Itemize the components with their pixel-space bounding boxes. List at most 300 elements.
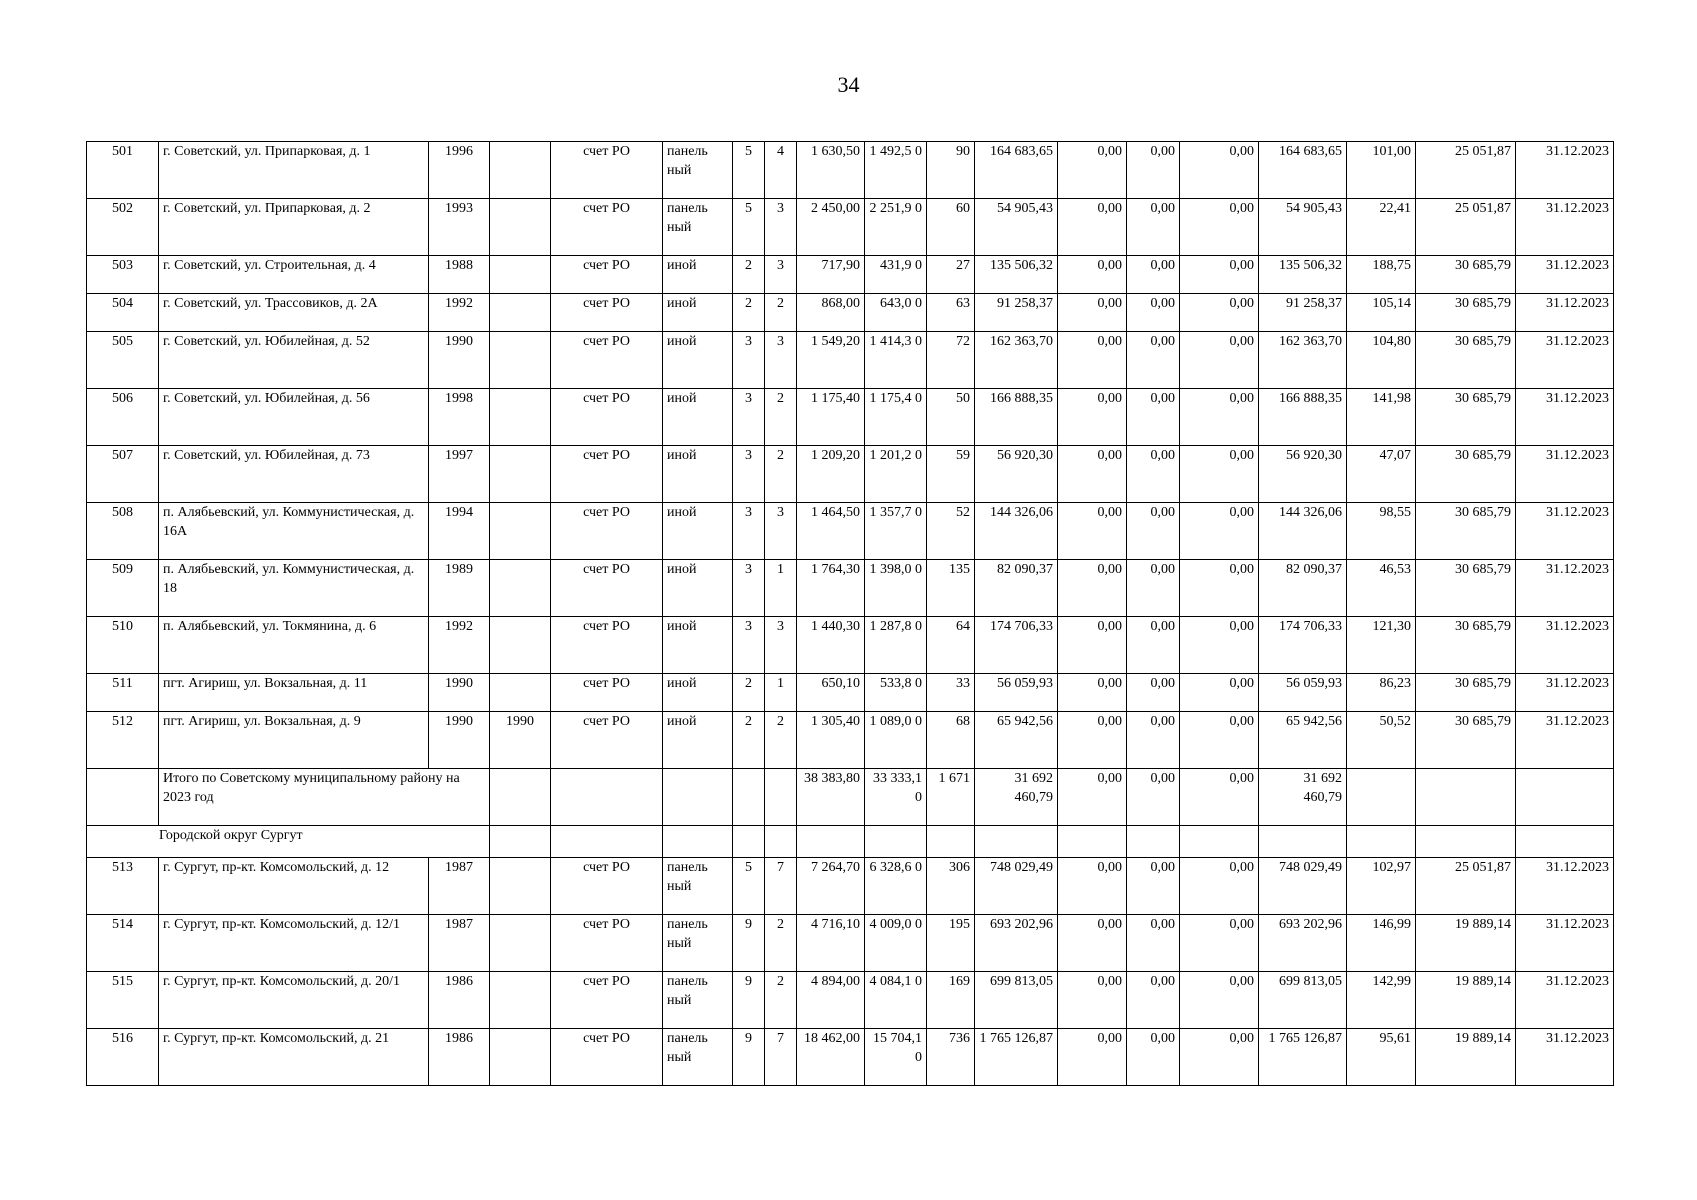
cell-residents: 33: [927, 674, 975, 712]
cell-year-reconstr: [490, 674, 551, 712]
total-f2: 0,00: [1127, 769, 1180, 826]
cell-entrances: 4: [765, 142, 797, 199]
cell-cost: 91 258,37: [975, 294, 1058, 332]
cell-no: 502: [87, 199, 159, 256]
cell-addr: пгт. Агириш, ул. Вокзальная, д. 11: [159, 674, 429, 712]
cell-f1: 0,00: [1058, 503, 1127, 560]
cell-area-total: 1 209,20: [797, 446, 865, 503]
cell-f2: 0,00: [1127, 389, 1180, 446]
cell-limit: 19 889,14: [1416, 972, 1516, 1029]
cell-method: счет РО: [551, 142, 663, 199]
cell-cost: 174 706,33: [975, 617, 1058, 674]
cell-residents: 52: [927, 503, 975, 560]
cell-limit: 30 685,79: [1416, 332, 1516, 389]
cell-limit: 25 051,87: [1416, 142, 1516, 199]
cell-entrances: 2: [765, 294, 797, 332]
cell-floors: 9: [733, 915, 765, 972]
cell-method: счет РО: [551, 560, 663, 617]
cell-method: счет РО: [551, 389, 663, 446]
cell-f3: 0,00: [1180, 199, 1259, 256]
cell-year-reconstr: [490, 446, 551, 503]
cell-year-built: 1997: [429, 446, 490, 503]
cell-year-built: 1990: [429, 674, 490, 712]
cell-entrances: 1: [765, 674, 797, 712]
cell-deadline: 31.12.2023: [1516, 560, 1614, 617]
cell-year-built: 1996: [429, 142, 490, 199]
cell-addr: г. Советский, ул. Юбилейная, д. 73: [159, 446, 429, 503]
cell-no: 501: [87, 142, 159, 199]
cell-f3: 0,00: [1180, 972, 1259, 1029]
cell-area-total: 1 764,30: [797, 560, 865, 617]
cell-wall: иной: [663, 617, 733, 674]
cell-year-reconstr: 1990: [490, 712, 551, 769]
cell-entrances: 3: [765, 199, 797, 256]
cell-cost: 54 905,43: [975, 199, 1058, 256]
cell-f1: 0,00: [1058, 142, 1127, 199]
cell-limit: 30 685,79: [1416, 712, 1516, 769]
cell-f3: 0,00: [1180, 256, 1259, 294]
cell-f1: 0,00: [1058, 199, 1127, 256]
cell-method: счет РО: [551, 503, 663, 560]
cell-area-living: 643,0 0: [865, 294, 927, 332]
cell-no: 503: [87, 256, 159, 294]
cell-method: счет РО: [551, 712, 663, 769]
cell-area-total: 1 305,40: [797, 712, 865, 769]
cell-limit: 25 051,87: [1416, 199, 1516, 256]
table-row: [87, 972, 1614, 1029]
cell-no: 516: [87, 1029, 159, 1086]
cell-addr: г. Советский, ул. Юбилейная, д. 56: [159, 389, 429, 446]
cell-area-living: 533,8 0: [865, 674, 927, 712]
cell-year-built: 1990: [429, 712, 490, 769]
cell-addr: г. Советский, ул. Припарковая, д. 2: [159, 199, 429, 256]
cell-limit: 30 685,79: [1416, 674, 1516, 712]
cell-residents: 736: [927, 1029, 975, 1086]
cell-year-built: 1986: [429, 1029, 490, 1086]
cell-f4: 91 258,37: [1259, 294, 1347, 332]
cell-wall: иной: [663, 446, 733, 503]
cell-wall: панель ный: [663, 199, 733, 256]
total-label: Итого по Советскому муниципальному району на 2023 год: [159, 769, 490, 826]
cell-f3: 0,00: [1180, 503, 1259, 560]
cell-f3: 0,00: [1180, 858, 1259, 915]
cell-floors: 3: [733, 560, 765, 617]
cell-f1: 0,00: [1058, 972, 1127, 1029]
cell-f2: 0,00: [1127, 915, 1180, 972]
cell-floors: 5: [733, 142, 765, 199]
cell-f1: 0,00: [1058, 256, 1127, 294]
total-row: [87, 769, 1614, 826]
cell-f4: 174 706,33: [1259, 617, 1347, 674]
cell-area-living: 4 009,0 0: [865, 915, 927, 972]
cell-f2: 0,00: [1127, 858, 1180, 915]
cell-no: 506: [87, 389, 159, 446]
cell-f1: 0,00: [1058, 560, 1127, 617]
cell-year-reconstr: [490, 332, 551, 389]
cell-wall: иной: [663, 560, 733, 617]
cell-deadline: 31.12.2023: [1516, 389, 1614, 446]
cell-f2: 0,00: [1127, 674, 1180, 712]
cell-f4: 166 888,35: [1259, 389, 1347, 446]
cell-f4: 54 905,43: [1259, 199, 1347, 256]
cell-f3: 0,00: [1180, 674, 1259, 712]
total-area-living: 33 333,1 0: [865, 769, 927, 826]
cell-wall: панель ный: [663, 142, 733, 199]
table-row: [87, 617, 1614, 674]
cell-f3: 0,00: [1180, 332, 1259, 389]
cell-area-living: 15 704,1 0: [865, 1029, 927, 1086]
cell-year-reconstr: [490, 142, 551, 199]
cell-unit-cost: 102,97: [1347, 858, 1416, 915]
cell-area-living: 4 084,1 0: [865, 972, 927, 1029]
cell-f2: 0,00: [1127, 972, 1180, 1029]
cell-year-built: 1988: [429, 256, 490, 294]
cell-unit-cost: 86,23: [1347, 674, 1416, 712]
cell-method: счет РО: [551, 199, 663, 256]
cell-year-reconstr: [490, 199, 551, 256]
cell-year-reconstr: [490, 294, 551, 332]
cell-residents: 60: [927, 199, 975, 256]
cell-residents: 64: [927, 617, 975, 674]
cell-unit-cost: 121,30: [1347, 617, 1416, 674]
cell-area-living: 1 089,0 0: [865, 712, 927, 769]
cell-f3: 0,00: [1180, 294, 1259, 332]
cell-year-reconstr: [490, 617, 551, 674]
cell-year-built: 1992: [429, 294, 490, 332]
cell-area-total: 868,00: [797, 294, 865, 332]
cell-f3: 0,00: [1180, 142, 1259, 199]
cell-f2: 0,00: [1127, 560, 1180, 617]
cell-cost: 164 683,65: [975, 142, 1058, 199]
cell-deadline: 31.12.2023: [1516, 446, 1614, 503]
cell-f2: 0,00: [1127, 142, 1180, 199]
cell-year-reconstr: [490, 503, 551, 560]
cell-f1: 0,00: [1058, 674, 1127, 712]
cell-year-built: 1998: [429, 389, 490, 446]
table-row: [87, 1029, 1614, 1086]
cell-f2: 0,00: [1127, 294, 1180, 332]
table-row: [87, 560, 1614, 617]
cell-cost: 65 942,56: [975, 712, 1058, 769]
cell-method: счет РО: [551, 294, 663, 332]
cell-f4: 82 090,37: [1259, 560, 1347, 617]
cell-floors: 3: [733, 617, 765, 674]
cell-f2: 0,00: [1127, 199, 1180, 256]
cell-f4: 56 920,30: [1259, 446, 1347, 503]
cell-residents: 195: [927, 915, 975, 972]
cell-entrances: 3: [765, 617, 797, 674]
cell-unit-cost: 46,53: [1347, 560, 1416, 617]
cell-f1: 0,00: [1058, 389, 1127, 446]
table-row: [87, 446, 1614, 503]
cell-f4: 164 683,65: [1259, 142, 1347, 199]
cell-method: счет РО: [551, 332, 663, 389]
cell-area-total: 7 264,70: [797, 858, 865, 915]
cell-f3: 0,00: [1180, 560, 1259, 617]
page-number: 34: [837, 72, 860, 97]
cell-deadline: 31.12.2023: [1516, 332, 1614, 389]
cell-addr: г. Советский, ул. Трассовиков, д. 2А: [159, 294, 429, 332]
cell-limit: 30 685,79: [1416, 256, 1516, 294]
cell-no: 510: [87, 617, 159, 674]
cell-floors: 3: [733, 332, 765, 389]
cell-year-reconstr: [490, 1029, 551, 1086]
cell-f1: 0,00: [1058, 294, 1127, 332]
cell-limit: 30 685,79: [1416, 389, 1516, 446]
cell-wall: иной: [663, 332, 733, 389]
cell-year-built: 1989: [429, 560, 490, 617]
cell-f2: 0,00: [1127, 446, 1180, 503]
cell-addr: г. Советский, ул. Припарковая, д. 1: [159, 142, 429, 199]
cell-no: 515: [87, 972, 159, 1029]
table-row: [87, 858, 1614, 915]
table-row: [87, 915, 1614, 972]
total-f4: 31 692 460,79: [1259, 769, 1347, 826]
cell-year-reconstr: [490, 389, 551, 446]
cell-cost: 166 888,35: [975, 389, 1058, 446]
cell-area-total: 1 630,50: [797, 142, 865, 199]
cell-year-built: 1987: [429, 858, 490, 915]
cell-floors: 5: [733, 858, 765, 915]
cell-deadline: 31.12.2023: [1516, 712, 1614, 769]
cell-f3: 0,00: [1180, 446, 1259, 503]
cell-method: счет РО: [551, 1029, 663, 1086]
cell-no: 509: [87, 560, 159, 617]
cell-addr: п. Алябьевский, ул. Коммунистическая, д. 16А: [159, 503, 429, 560]
cell-unit-cost: 22,41: [1347, 199, 1416, 256]
cell-unit-cost: 141,98: [1347, 389, 1416, 446]
cell-floors: 2: [733, 712, 765, 769]
cell-area-living: 1 492,5 0: [865, 142, 927, 199]
cell-residents: 135: [927, 560, 975, 617]
cell-limit: 30 685,79: [1416, 294, 1516, 332]
table-row: [87, 332, 1614, 389]
cell-f2: 0,00: [1127, 1029, 1180, 1086]
cell-addr: п. Алябьевский, ул. Коммунистическая, д. 18: [159, 560, 429, 617]
cell-f1: 0,00: [1058, 446, 1127, 503]
cell-no: 511: [87, 674, 159, 712]
cell-area-total: 2 450,00: [797, 199, 865, 256]
cell-area-living: 1 357,7 0: [865, 503, 927, 560]
cell-residents: 27: [927, 256, 975, 294]
cell-entrances: 1: [765, 560, 797, 617]
cell-f3: 0,00: [1180, 389, 1259, 446]
cell-no: 513: [87, 858, 159, 915]
cell-addr: г. Сургут, пр-кт. Комсомольский, д. 12: [159, 858, 429, 915]
total-cost: 31 692 460,79: [975, 769, 1058, 826]
cell-f1: 0,00: [1058, 332, 1127, 389]
cell-addr: г. Советский, ул. Строительная, д. 4: [159, 256, 429, 294]
cell-wall: иной: [663, 503, 733, 560]
cell-f4: 135 506,32: [1259, 256, 1347, 294]
cell-residents: 169: [927, 972, 975, 1029]
cell-area-living: 1 175,4 0: [865, 389, 927, 446]
cell-limit: 19 889,14: [1416, 1029, 1516, 1086]
cell-area-total: 4 716,10: [797, 915, 865, 972]
cell-wall: иной: [663, 712, 733, 769]
cell-area-total: 1 440,30: [797, 617, 865, 674]
cell-floors: 2: [733, 294, 765, 332]
cell-year-reconstr: [490, 915, 551, 972]
cell-year-built: 1990: [429, 332, 490, 389]
cell-floors: 5: [733, 199, 765, 256]
cell-deadline: 31.12.2023: [1516, 858, 1614, 915]
cell-cost: 699 813,05: [975, 972, 1058, 1029]
cell-cost: 144 326,06: [975, 503, 1058, 560]
table-row: [87, 256, 1614, 294]
cell-residents: 90: [927, 142, 975, 199]
cell-no: 505: [87, 332, 159, 389]
cell-year-built: 1993: [429, 199, 490, 256]
cell-area-living: 431,9 0: [865, 256, 927, 294]
cell-f2: 0,00: [1127, 712, 1180, 769]
cell-wall: иной: [663, 294, 733, 332]
cell-no: 504: [87, 294, 159, 332]
cell-deadline: 31.12.2023: [1516, 674, 1614, 712]
table-row: [87, 294, 1614, 332]
cell-f1: 0,00: [1058, 1029, 1127, 1086]
cell-f4: 1 765 126,87: [1259, 1029, 1347, 1086]
cell-deadline: 31.12.2023: [1516, 294, 1614, 332]
cell-entrances: 2: [765, 712, 797, 769]
cell-unit-cost: 95,61: [1347, 1029, 1416, 1086]
cell-floors: 9: [733, 972, 765, 1029]
cell-f3: 0,00: [1180, 915, 1259, 972]
cell-area-total: 1 549,20: [797, 332, 865, 389]
cell-f1: 0,00: [1058, 858, 1127, 915]
cell-addr: г. Советский, ул. Юбилейная, д. 52: [159, 332, 429, 389]
cell-cost: 56 920,30: [975, 446, 1058, 503]
cell-area-total: 4 894,00: [797, 972, 865, 1029]
cell-limit: 19 889,14: [1416, 915, 1516, 972]
cell-f3: 0,00: [1180, 712, 1259, 769]
cell-year-built: 1994: [429, 503, 490, 560]
register-table: [86, 141, 1614, 1086]
cell-area-total: 1 175,40: [797, 389, 865, 446]
cell-f4: 162 363,70: [1259, 332, 1347, 389]
cell-unit-cost: 188,75: [1347, 256, 1416, 294]
cell-deadline: 31.12.2023: [1516, 199, 1614, 256]
cell-cost: 56 059,93: [975, 674, 1058, 712]
cell-addr: п. Алябьевский, ул. Токмянина, д. 6: [159, 617, 429, 674]
cell-cost: 748 029,49: [975, 858, 1058, 915]
cell-cost: 82 090,37: [975, 560, 1058, 617]
cell-method: счет РО: [551, 446, 663, 503]
cell-area-total: 717,90: [797, 256, 865, 294]
table-row: [87, 199, 1614, 256]
table-row: [87, 389, 1614, 446]
cell-addr: г. Сургут, пр-кт. Комсомольский, д. 12/1: [159, 915, 429, 972]
cell-year-built: 1986: [429, 972, 490, 1029]
cell-unit-cost: 50,52: [1347, 712, 1416, 769]
cell-addr: г. Сургут, пр-кт. Комсомольский, д. 20/1: [159, 972, 429, 1029]
section-title: Городской округ Сургут: [87, 826, 490, 858]
cell-unit-cost: 142,99: [1347, 972, 1416, 1029]
cell-unit-cost: 104,80: [1347, 332, 1416, 389]
table-row: [87, 674, 1614, 712]
cell-f2: 0,00: [1127, 617, 1180, 674]
cell-year-built: 1992: [429, 617, 490, 674]
cell-no: 507: [87, 446, 159, 503]
cell-floors: 3: [733, 446, 765, 503]
total-area: 38 383,80: [797, 769, 865, 826]
cell-method: счет РО: [551, 972, 663, 1029]
cell-deadline: 31.12.2023: [1516, 915, 1614, 972]
cell-floors: 3: [733, 389, 765, 446]
cell-area-living: 1 201,2 0: [865, 446, 927, 503]
cell-area-living: 1 414,3 0: [865, 332, 927, 389]
cell-wall: панель ный: [663, 972, 733, 1029]
cell-deadline: 31.12.2023: [1516, 256, 1614, 294]
cell-cost: 693 202,96: [975, 915, 1058, 972]
cell-f4: 699 813,05: [1259, 972, 1347, 1029]
cell-entrances: 3: [765, 332, 797, 389]
cell-cost: 162 363,70: [975, 332, 1058, 389]
cell-entrances: 7: [765, 858, 797, 915]
cell-f4: 748 029,49: [1259, 858, 1347, 915]
cell-entrances: 3: [765, 256, 797, 294]
cell-residents: 50: [927, 389, 975, 446]
cell-method: счет РО: [551, 858, 663, 915]
cell-year-built: 1987: [429, 915, 490, 972]
cell-entrances: 2: [765, 915, 797, 972]
total-residents: 1 671: [927, 769, 975, 826]
cell-year-reconstr: [490, 256, 551, 294]
cell-limit: 30 685,79: [1416, 446, 1516, 503]
cell-year-reconstr: [490, 560, 551, 617]
cell-year-reconstr: [490, 972, 551, 1029]
cell-floors: 2: [733, 674, 765, 712]
cell-wall: панель ный: [663, 858, 733, 915]
cell-year-reconstr: [490, 858, 551, 915]
cell-limit: 30 685,79: [1416, 560, 1516, 617]
cell-f4: 144 326,06: [1259, 503, 1347, 560]
cell-wall: панель ный: [663, 1029, 733, 1086]
cell-residents: 63: [927, 294, 975, 332]
cell-f2: 0,00: [1127, 332, 1180, 389]
cell-f1: 0,00: [1058, 712, 1127, 769]
cell-entrances: 7: [765, 1029, 797, 1086]
total-f3: 0,00: [1180, 769, 1259, 826]
cell-f1: 0,00: [1058, 617, 1127, 674]
cell-residents: 68: [927, 712, 975, 769]
cell-entrances: 2: [765, 972, 797, 1029]
cell-residents: 306: [927, 858, 975, 915]
cell-f4: 56 059,93: [1259, 674, 1347, 712]
cell-area-total: 650,10: [797, 674, 865, 712]
cell-unit-cost: 47,07: [1347, 446, 1416, 503]
cell-f3: 0,00: [1180, 617, 1259, 674]
cell-residents: 72: [927, 332, 975, 389]
cell-cost: 1 765 126,87: [975, 1029, 1058, 1086]
table-row: [87, 712, 1614, 769]
cell-limit: 25 051,87: [1416, 858, 1516, 915]
cell-wall: иной: [663, 256, 733, 294]
cell-area-living: 1 287,8 0: [865, 617, 927, 674]
cell-area-living: 6 328,6 0: [865, 858, 927, 915]
cell-no: 514: [87, 915, 159, 972]
cell-floors: 3: [733, 503, 765, 560]
cell-area-total: 18 462,00: [797, 1029, 865, 1086]
table-row: [87, 142, 1614, 199]
cell-deadline: 31.12.2023: [1516, 503, 1614, 560]
cell-addr: пгт. Агириш, ул. Вокзальная, д. 9: [159, 712, 429, 769]
cell-method: счет РО: [551, 915, 663, 972]
cell-f4: 65 942,56: [1259, 712, 1347, 769]
cell-f3: 0,00: [1180, 1029, 1259, 1086]
cell-entrances: 3: [765, 503, 797, 560]
cell-entrances: 2: [765, 446, 797, 503]
